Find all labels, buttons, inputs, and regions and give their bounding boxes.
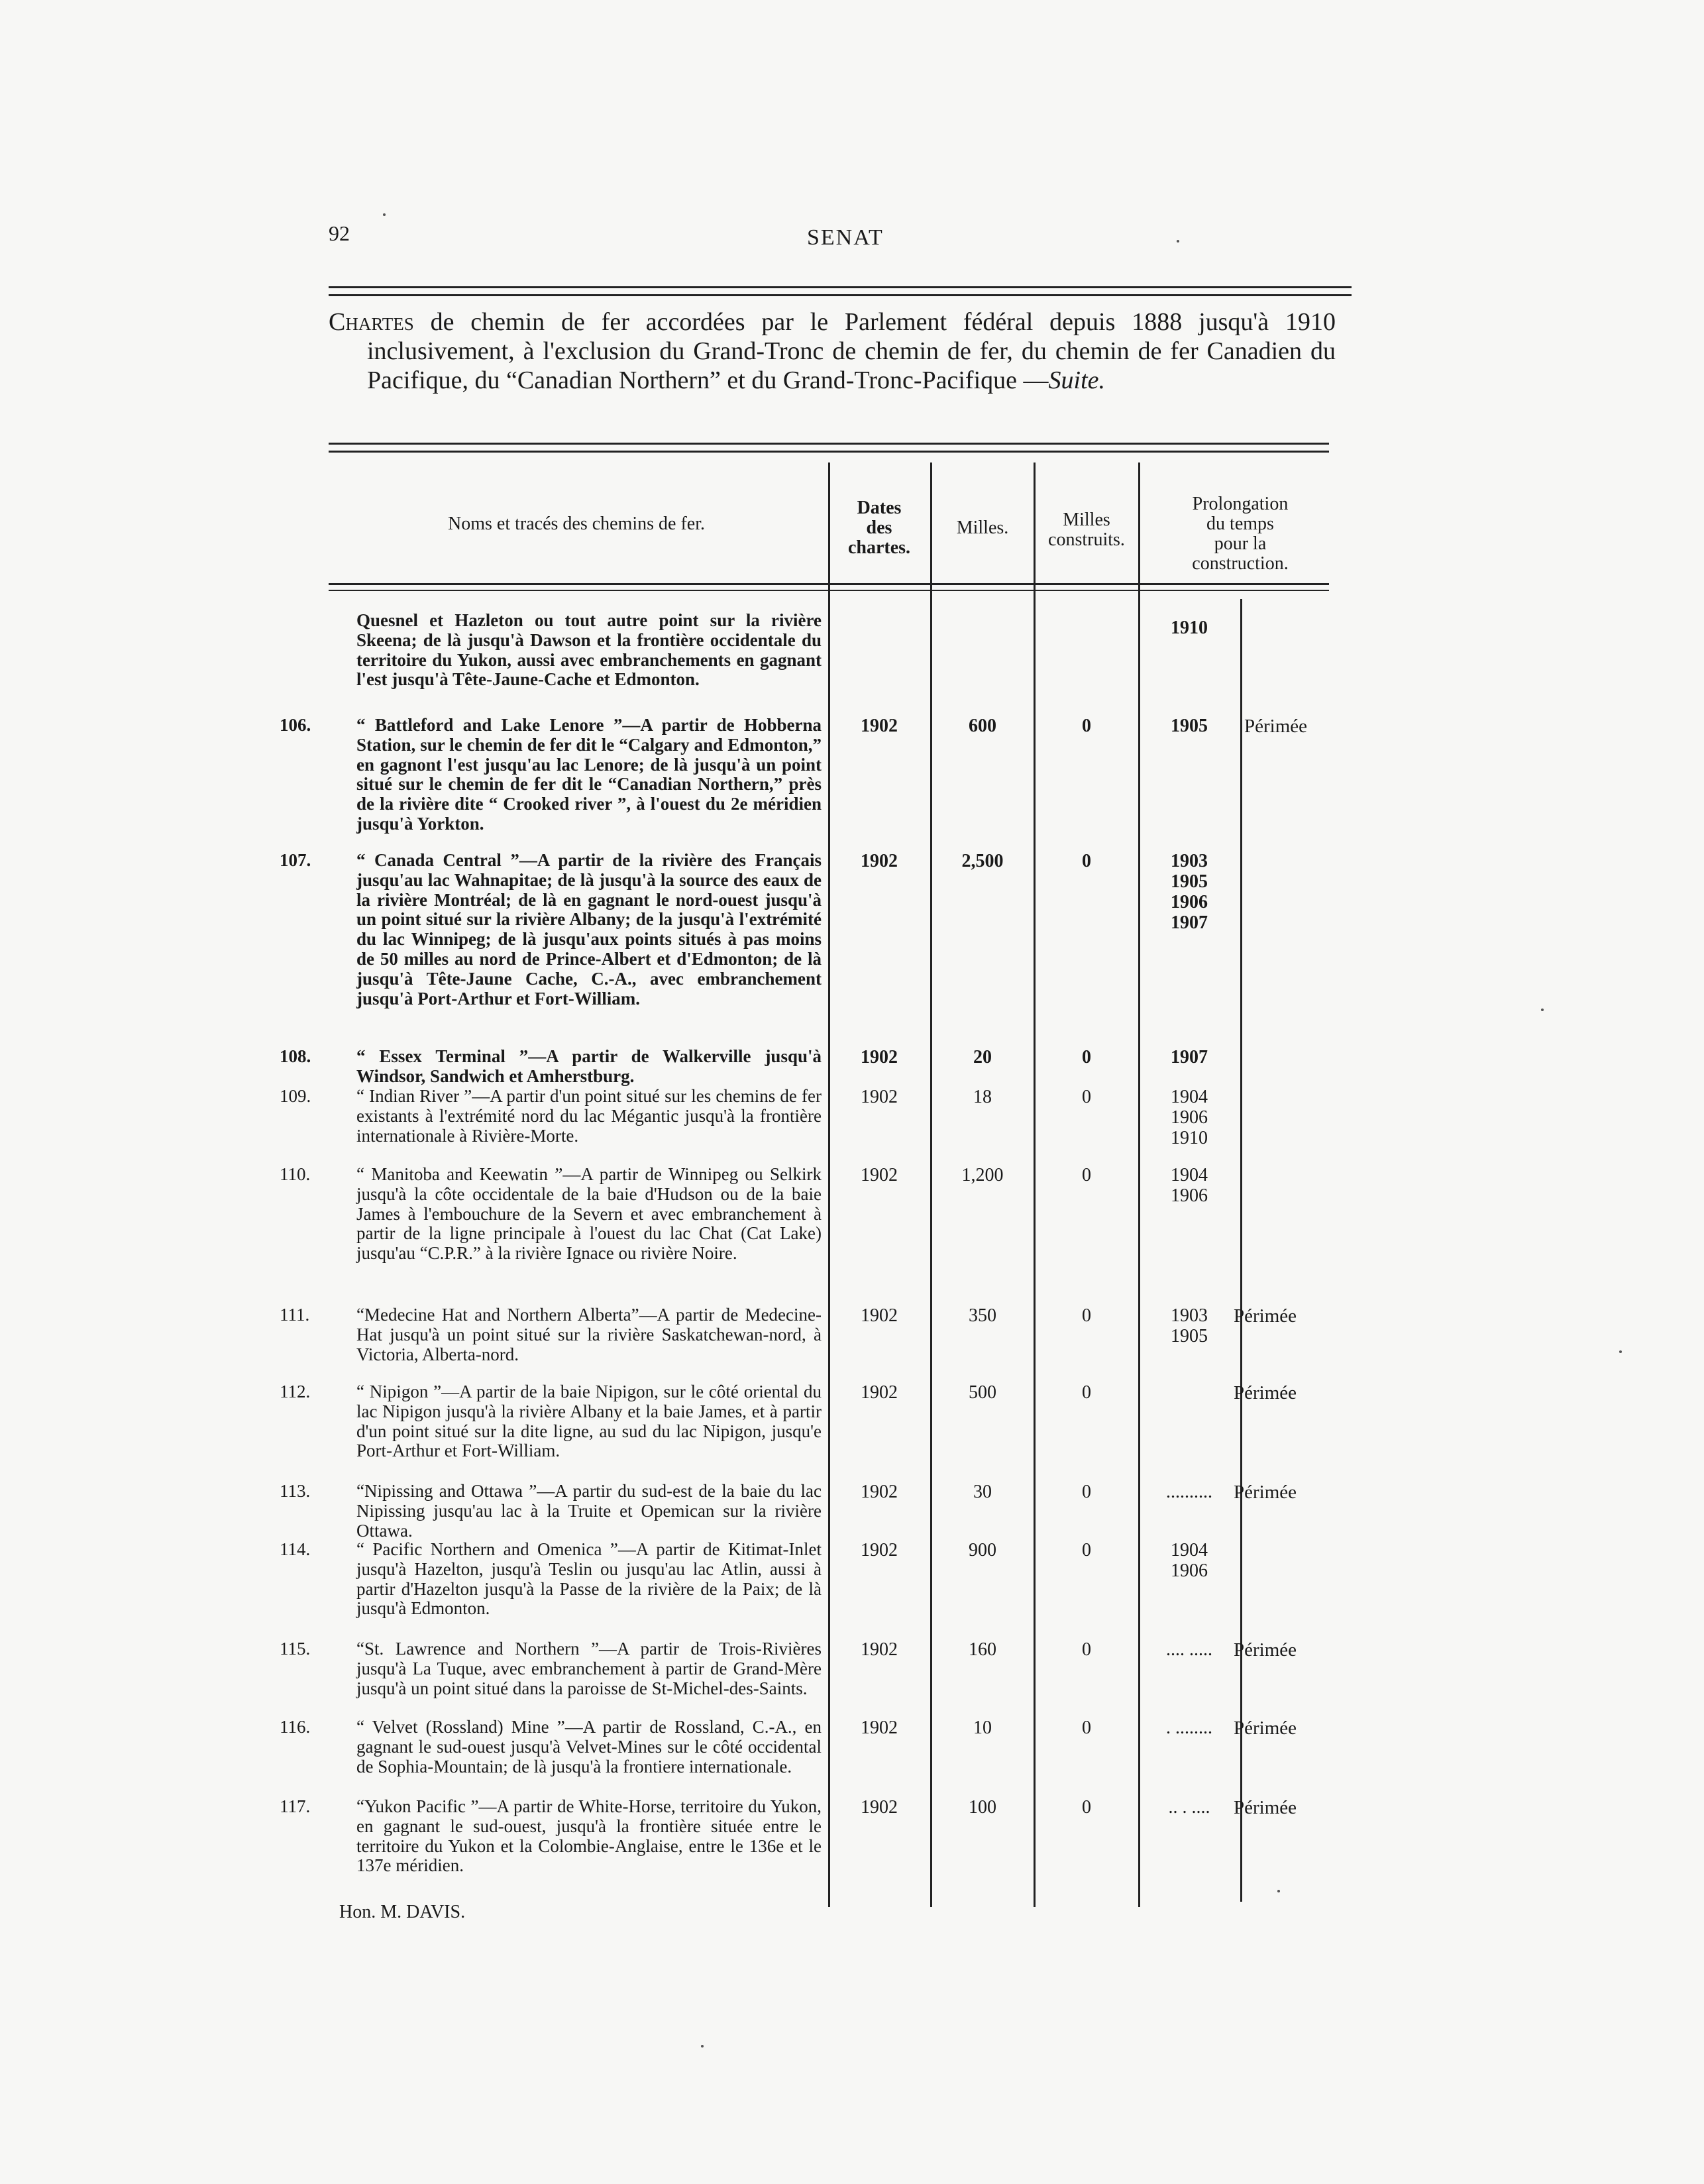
table-top-rule-1: [329, 443, 1329, 445]
page-number: 92: [329, 221, 350, 245]
signature: Hon. M. DAVIS.: [339, 1902, 466, 1922]
charter-date: 1902: [861, 1305, 898, 1326]
extension-years: [1146, 1305, 1232, 1346]
status-note: Périmée: [1234, 1639, 1297, 1661]
speck: [1177, 240, 1179, 243]
entry-text: [318, 611, 822, 690]
header-construits-line2: construits.: [1048, 529, 1125, 550]
header-construits-line1: Milles: [1063, 510, 1110, 530]
entry-number: 110.: [280, 1164, 311, 1184]
col-divider-2: [930, 463, 932, 1907]
extension-year: . ........: [1166, 1718, 1212, 1738]
extension-years: [1146, 1047, 1232, 1067]
entry-number: 112.: [280, 1382, 311, 1401]
header-prolong-line4: construction.: [1192, 553, 1289, 574]
miles-built: 0: [1082, 716, 1091, 736]
charter-date: 1902: [861, 1797, 898, 1818]
extension-years: [1146, 1718, 1232, 1738]
extension-years: [1146, 1165, 1232, 1206]
extension-years: [1146, 618, 1232, 638]
miles-built: 0: [1082, 1482, 1091, 1502]
entry-description: “ Manitoba and Keewatin ”—A partir de Winnipeg ou Selkirk jusqu'à la côte occidentale de la baie d'Hudson ou de la baie James à l'embouchure de la Severn et avec embranchement à partir de la ligne principale à l'ouest du lac Chat (Cat Lake) jusqu'au “C.P.R.” à la rivière Ignace ou rivière Noire.: [356, 1164, 822, 1264]
header-prolongation: [1141, 494, 1340, 574]
extension-years: [1146, 1482, 1232, 1502]
extension-year: 1906: [1171, 892, 1208, 912]
extension-year: 1907: [1171, 912, 1208, 933]
miles: 600: [969, 716, 996, 736]
status-note: Périmée: [1234, 1482, 1297, 1503]
entry-description: “Nipissing and Ottawa ”—A partir du sud-est de la baie du lac Nipissing jusqu'au lac à la Truite et Opemican sur la rivière Ottawa.: [356, 1481, 822, 1541]
status-note: Périmée: [1234, 1305, 1297, 1327]
extension-years: [1146, 1087, 1232, 1148]
caption-lead: Chartes: [329, 308, 414, 336]
miles-built: 0: [1082, 1718, 1091, 1738]
speck: [1541, 1009, 1544, 1011]
entry-text: [280, 1086, 822, 1146]
extension-year: 1906: [1171, 1107, 1208, 1128]
header-construits: [1035, 510, 1138, 550]
entry-text: [280, 1796, 822, 1876]
miles: 20: [973, 1047, 992, 1067]
extension-years: [1146, 716, 1232, 736]
speck: [701, 2045, 704, 2048]
entry-text: [280, 1305, 822, 1364]
extension-year: 1910: [1171, 618, 1208, 638]
entry-number: 116.: [280, 1717, 311, 1737]
col-divider-1: [828, 463, 830, 1907]
entry-text: [280, 850, 822, 1009]
header-prolong-line2: du temps: [1206, 514, 1274, 534]
entry-text: [280, 1639, 822, 1698]
extension-years: [1146, 1797, 1232, 1818]
entry-number: 106.: [280, 715, 311, 735]
charter-date: 1902: [861, 1639, 898, 1660]
header-dates: [831, 498, 928, 558]
speck: [383, 213, 386, 216]
header-milles: [933, 518, 1032, 538]
entry-description: “ Pacific Northern and Omenica ”—A partir de Kitimat-Inlet jusqu'à Hazelton, jusqu'à Teslin ou jusqu'au lac Atlin, aussi à partir d'Hazelton jusqu'à la Passe de la rivière de la Paix; de là jusqu'à Edmonton.: [356, 1539, 822, 1619]
entry-text: [280, 1382, 822, 1461]
status-note: Périmée: [1234, 1382, 1297, 1403]
extension-year: 1903: [1171, 851, 1208, 871]
miles: 160: [969, 1639, 996, 1660]
entry-description: Quesnel et Hazleton ou tout autre point sur la rivière Skeena; de là jusqu'à Dawson et la frontière occidentale du territoire du Yukon, aussi avec embranchements en gagnant l'est jusqu'à Tête-Jaune-Cache et Edmonton.: [356, 610, 822, 690]
extension-year: 1904: [1171, 1087, 1208, 1107]
miles-built: 0: [1082, 1797, 1091, 1818]
header-dates-line2: des: [866, 518, 892, 538]
header-bottom-rule: [329, 583, 1329, 585]
miles-built: 0: [1082, 1305, 1091, 1326]
header-names: [329, 514, 824, 534]
speck: [1619, 1350, 1622, 1353]
charter-date: 1902: [861, 1482, 898, 1502]
charter-date: 1902: [861, 716, 898, 736]
entry-number: 107.: [280, 850, 311, 870]
speck: [1277, 1890, 1280, 1892]
entry-description: “ Canada Central ”—A partir de la rivière des Français jusqu'au lac Wahnapitae; de là jusqu'à la source des eaux de la rivière Montréal; de là en gagnant le nord-ouest jusqu'à un point situé sur la rivière Albany; de la jusqu'à l'extrémité du lac Winnipeg; de là jusqu'aux points situés à pas moins de 50 milles au nord de Prince-Albert et d'Edmonton; de là jusqu'à Tête-Jaune Cache, C.-A., avec embranchement jusqu'à Port-Arthur et Fort-William.: [356, 850, 822, 1009]
extension-year: 1904: [1171, 1165, 1208, 1185]
entry-text: [280, 1539, 822, 1619]
entry-description: “ Nipigon ”—A partir de la baie Nipigon, sur le côté oriental du lac Nipigon jusqu'à la rivière Albany et la baie James, et à partir d'un point situé sur la dite ligne, au sud du lac Nipigon, jusqu'e Port-Arthur et Fort-William.: [356, 1382, 822, 1461]
extension-year: 1905: [1171, 871, 1208, 892]
status-note: Périmée: [1234, 1797, 1297, 1818]
entry-number: 115.: [280, 1639, 311, 1659]
extension-year: .... .....: [1166, 1639, 1212, 1660]
extension-year: ..........: [1166, 1482, 1212, 1502]
entry-number: 109.: [280, 1086, 311, 1106]
charter-date: 1902: [861, 1165, 898, 1185]
miles: 350: [969, 1305, 996, 1326]
header-prolong-line3: pour la: [1214, 533, 1267, 554]
entry-description: “ Velvet (Rossland) Mine ”—A partir de Rossland, C.-A., en gagnant le sud-ouest jusqu'à Velvet-Mines sur le côté occidental de Sophia-Mountain; de là jusqu'à la frontiere internationale.: [356, 1717, 822, 1776]
header-prolong-line1: Prolongation: [1192, 494, 1289, 514]
charter-date: 1902: [861, 1047, 898, 1067]
status-note: Périmée: [1244, 716, 1308, 737]
miles: 1,200: [961, 1165, 1004, 1185]
extension-years: [1146, 1540, 1232, 1581]
table-caption: [329, 307, 1336, 395]
header-milles-text: Milles.: [956, 518, 1009, 538]
miles: 2,500: [961, 851, 1004, 871]
extension-year: 1905: [1171, 1326, 1208, 1346]
top-rule-2: [329, 294, 1352, 296]
status-note: Périmée: [1234, 1718, 1297, 1739]
charter-date: 1902: [861, 1718, 898, 1738]
entry-text: [280, 1717, 822, 1776]
extension-years: [1146, 851, 1232, 933]
miles-built: 0: [1082, 1165, 1091, 1185]
extension-year: 1903: [1171, 1305, 1208, 1326]
extension-year: 1905: [1171, 716, 1208, 736]
miles: 100: [969, 1797, 996, 1818]
header-dates-line3: chartes.: [847, 537, 911, 558]
entry-description: “Medecine Hat and Northern Alberta”—A partir de Medecine-Hat jusqu'à un point situé sur la rivière Saskatchewan-nord, à Victoria, Alberta-nord.: [356, 1305, 822, 1364]
extension-year: 1910: [1171, 1128, 1208, 1148]
miles: 30: [973, 1482, 992, 1502]
charter-date: 1902: [861, 851, 898, 871]
entry-text: [280, 715, 822, 834]
running-head: SENAT: [807, 225, 884, 250]
miles-built: 0: [1082, 851, 1091, 871]
miles-built: 0: [1082, 1540, 1091, 1560]
miles-built: 0: [1082, 1047, 1091, 1067]
extension-year: 1906: [1171, 1560, 1208, 1581]
charter-date: 1902: [861, 1087, 898, 1107]
miles-built: 0: [1082, 1087, 1091, 1107]
top-rule-1: [329, 286, 1352, 288]
extension-years: [1146, 1639, 1232, 1660]
extension-year: 1904: [1171, 1540, 1208, 1560]
miles: 500: [969, 1382, 996, 1403]
header-dates-line1: Dates: [857, 498, 902, 518]
miles: 900: [969, 1540, 996, 1560]
header-names-text: Noms et tracés des chemins de fer.: [448, 514, 705, 534]
entry-number: 117.: [280, 1796, 311, 1816]
col-divider-5: [1240, 599, 1242, 1902]
table-top-rule-2: [329, 451, 1329, 453]
entry-description: “ Battleford and Lake Lenore ”—A partir de Hobberna Station, sur le chemin de fer dit le “Calgary and Edmonton,” en gagnont l'est jusqu'au lac Lenore; de là jusqu'à un point situé sur le chemin de fer dit le “Canadian Northern,” près de la rivière dite “ Crooked river ”, à l'ouest du 2e méridien jusqu'à Yorkton.: [356, 715, 822, 834]
miles-built: 0: [1082, 1639, 1091, 1660]
entry-description: “ Indian River ”—A partir d'un point situé sur les chemins de fer existants à l'extrémité nord du lac Mégantic jusqu'à la frontière internationale à Rivière-Morte.: [356, 1086, 822, 1146]
col-divider-4: [1138, 463, 1140, 1907]
entry-text: [280, 1046, 822, 1087]
entry-description: “St. Lawrence and Northern ”—A partir de Trois-Rivières jusqu'à La Tuque, avec embranchement à partir de Grand-Mère jusqu'à un point situé dans la paroisse de St-Michel-des-Saints.: [356, 1639, 822, 1698]
miles: 18: [973, 1087, 992, 1107]
entry-number: 113.: [280, 1481, 311, 1501]
entry-text: [280, 1481, 822, 1541]
caption-text: de chemin de fer accordées par le Parlement fédéral depuis 1888 jusqu'à 1910 inclusivement, à l'exclusion du Grand-Tronc de chemin de fer, du chemin de fer Canadien du Pacifique, du “Canadian Northern” et du Grand-Tronc-Pacifique —: [367, 308, 1336, 394]
header-bottom-rule-2: [329, 590, 1329, 591]
entry-number: 111.: [280, 1305, 310, 1325]
extension-year: .. . ....: [1168, 1797, 1210, 1818]
caption-suite: Suite.: [1048, 366, 1105, 394]
entry-number: 108.: [280, 1046, 311, 1066]
miles-built: 0: [1082, 1382, 1091, 1403]
entry-description: “Yukon Pacific ”—A partir de White-Horse, territoire du Yukon, en gagnant le sud-ouest, jusqu'à la frontière située entre le territoire du Yukon et la Colombie-Anglaise, entre le 136e et le 137e méridien.: [356, 1796, 822, 1876]
charter-date: 1902: [861, 1540, 898, 1560]
miles: 10: [973, 1718, 992, 1738]
charter-date: 1902: [861, 1382, 898, 1403]
entry-number: 114.: [280, 1539, 311, 1559]
entry-text: [280, 1164, 822, 1264]
extension-year: 1906: [1171, 1185, 1208, 1206]
entry-description: “ Essex Terminal ”—A partir de Walkerville jusqu'à Windsor, Sandwich et Amherstburg.: [356, 1046, 822, 1086]
extension-year: 1907: [1171, 1047, 1208, 1067]
